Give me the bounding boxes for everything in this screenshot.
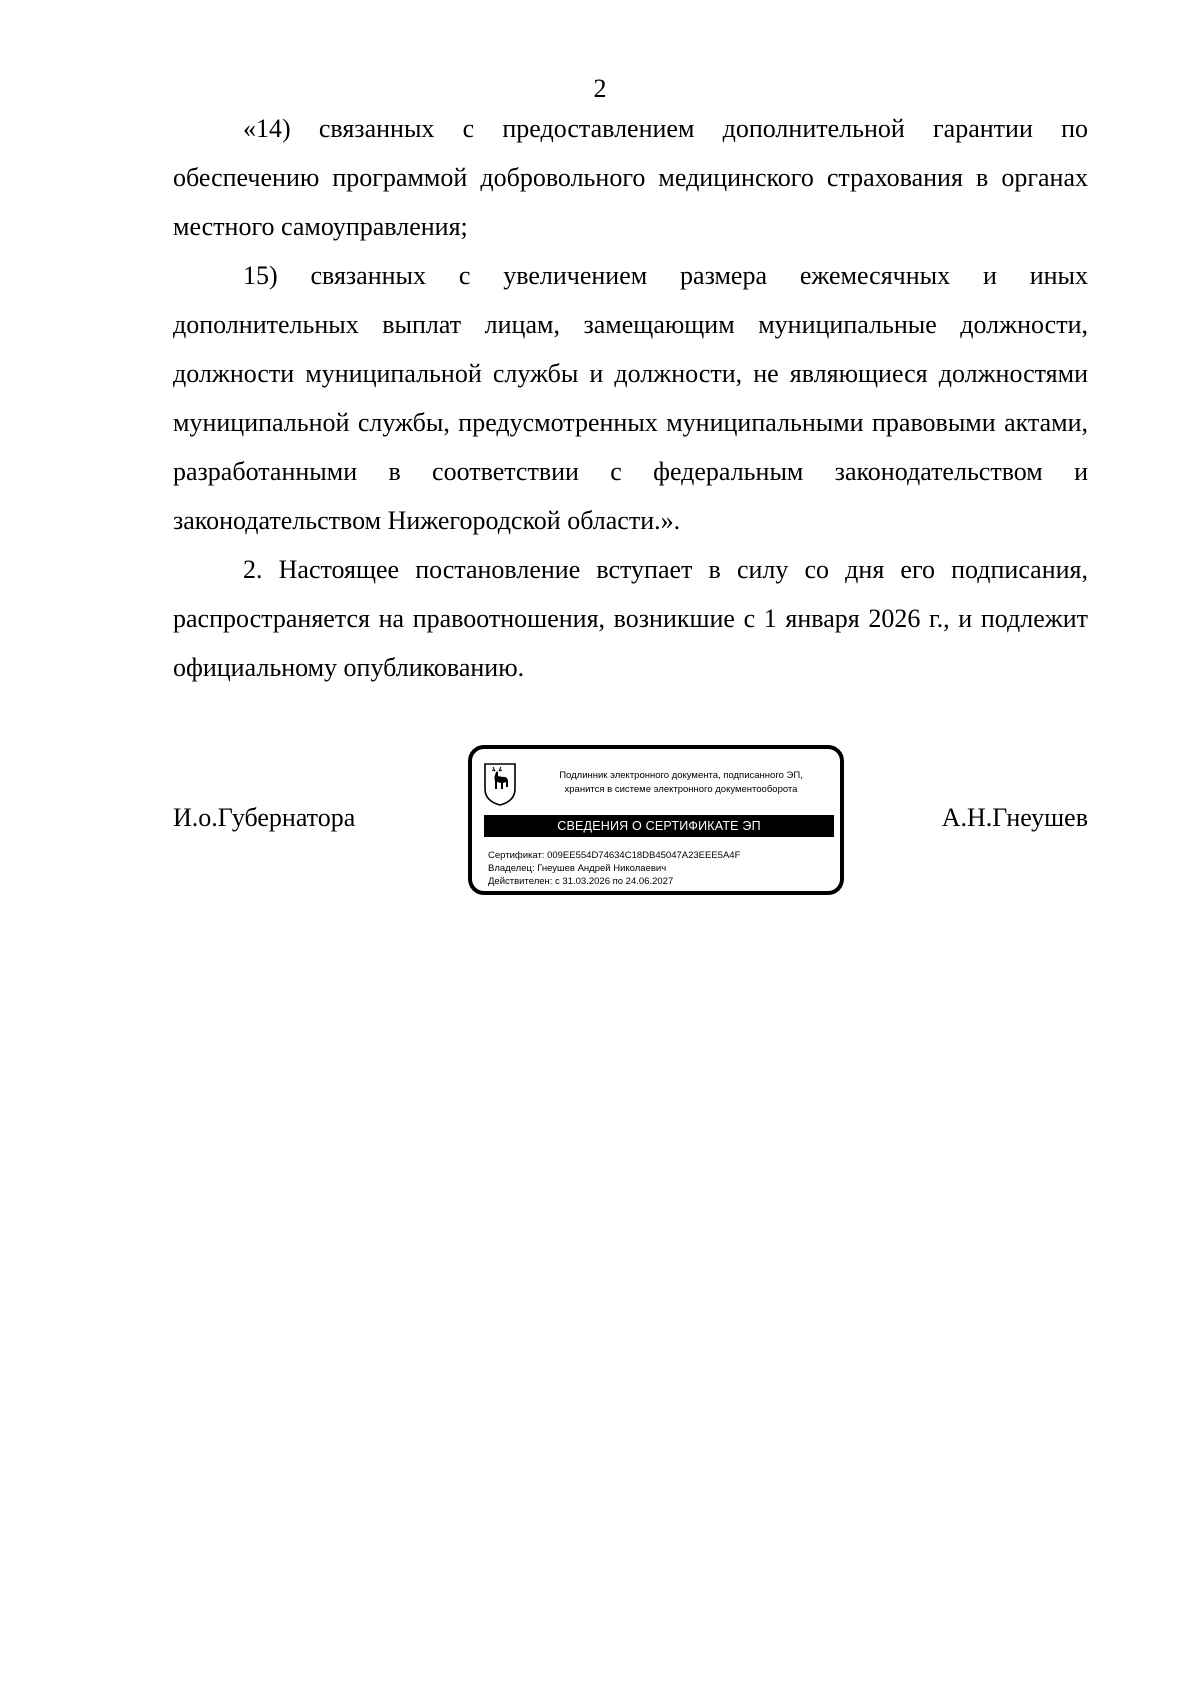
stamp-certificate-number: Сертификат: 009EE554D74634C18DB45047A23EEE5A4F [488, 850, 741, 861]
stamp-validity: Действителен: с 31.03.2026 по 24.06.2027 [488, 876, 674, 887]
paragraph-section-2: 2. Настоящее постановление вступает в силу со дня его подписания, распространяется на правоотношения, возникшие с 1 января 2026 г., и подлежит официальному опубликованию. [173, 555, 1088, 682]
stamp-owner: Владелец: Гнеушев Андрей Николаевич [488, 863, 667, 874]
signatory-name: А.Н.Гнеушев [941, 803, 1088, 832]
stamp-certificate-details [488, 849, 740, 888]
document-body [173, 104, 1088, 692]
page-number: 2 [593, 74, 607, 103]
deer-coat-of-arms-icon [482, 761, 518, 807]
stamp-header-line: Подлинник электронного документа, подписанного ЭП, [559, 770, 803, 781]
paragraph-item-15: 15) связанных с увеличением размера ежемесячных и иных дополнительных выплат лицам, замещающим муниципальные должности, должности муниципальной службы и должности, не являющиеся должностями муниципальной службы, предусмотренных муниципальными правовыми актами, разработанными в соответствии с федеральным законодательством и законодательством Нижегородской области.». [173, 261, 1088, 535]
signature-block [173, 745, 1088, 925]
stamp-header-line: хранится в системе электронного документооборота [564, 784, 798, 795]
signatory-position: И.о.Губернатора [173, 803, 356, 832]
electronic-signature-stamp [468, 745, 844, 895]
stamp-banner: СВЕДЕНИЯ О СЕРТИФИКАТЕ ЭП [484, 815, 834, 837]
stamp-header [528, 769, 834, 797]
paragraph-item-14: «14) связанных с предоставлением дополнительной гарантии по обеспечению программой добровольного медицинского страхования в органах местного самоуправления; [173, 114, 1088, 241]
